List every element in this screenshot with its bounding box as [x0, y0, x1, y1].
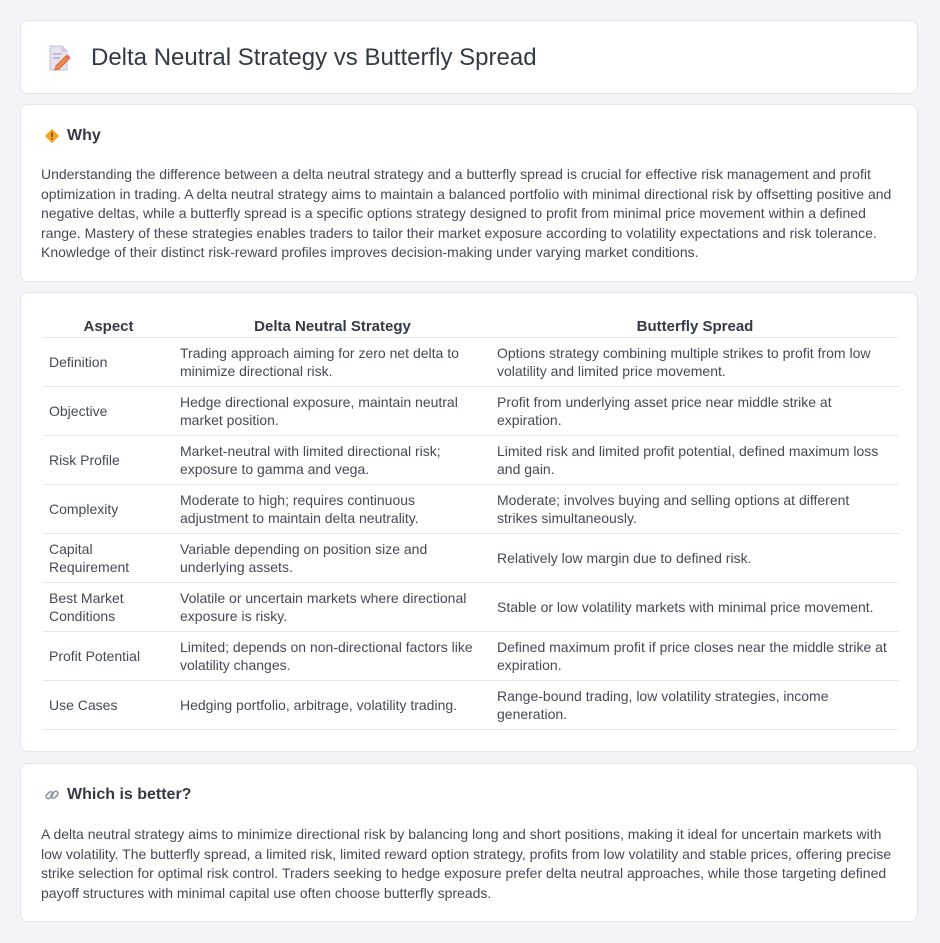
- header-butterfly: Butterfly Spread: [491, 315, 899, 338]
- butterfly-cell: Moderate; involves buying and selling options at different strikes simultaneously.: [491, 485, 899, 534]
- aspect-cell: Capital Requirement: [43, 534, 174, 583]
- title-card: [20, 20, 918, 94]
- better-heading: Which is better?: [67, 786, 192, 803]
- edit-document-icon: [47, 44, 71, 72]
- why-card: [20, 104, 918, 282]
- header-aspect: Aspect: [43, 315, 174, 338]
- table-row: [43, 387, 899, 436]
- delta-neutral-cell: Volatile or uncertain markets where directional exposure is risky.: [174, 583, 491, 632]
- butterfly-cell: Stable or low volatility markets with minimal price movement.: [491, 583, 899, 632]
- which-better-card: [20, 763, 918, 922]
- table-row: [43, 681, 899, 730]
- delta-neutral-cell: Market-neutral with limited directional risk; exposure to gamma and vega.: [174, 436, 491, 485]
- delta-neutral-cell: Trading approach aiming for zero net delta to minimize directional risk.: [174, 338, 491, 387]
- table-row: [43, 338, 899, 387]
- link-icon: [43, 786, 61, 804]
- butterfly-cell: Profit from underlying asset price near middle strike at expiration.: [491, 387, 899, 436]
- why-heading-row: [43, 127, 101, 145]
- delta-neutral-cell: Limited; depends on non-directional factors like volatility changes.: [174, 632, 491, 681]
- aspect-cell: Profit Potential: [43, 632, 174, 681]
- diamond-warning-icon: [43, 127, 61, 145]
- comparison-table: [43, 315, 899, 730]
- delta-neutral-cell: Hedge directional exposure, maintain neutral market position.: [174, 387, 491, 436]
- table-row: [43, 583, 899, 632]
- aspect-cell: Definition: [43, 338, 174, 387]
- butterfly-cell: Options strategy combining multiple strikes to profit from low volatility and limited price movement.: [491, 338, 899, 387]
- why-text: Understanding the difference between a delta neutral strategy and a butterfly spread is crucial for effective risk management and profit optimization in trading. A delta neutral strategy aims to maintain a balanced portfolio with minimal directional risk by offsetting positive and negative deltas, while a butterfly spread is a specific options strategy designed to profit from minimal price movement within a defined range. Mastery of these strategies enables traders to tailor their market exposure according to volatility expectations and risk tolerance. Knowledge of their distinct risk-reward profiles improves decision-making under varying market conditions.: [41, 166, 892, 260]
- header-delta-neutral: Delta Neutral Strategy: [174, 315, 491, 338]
- delta-neutral-cell: Variable depending on position size and underlying assets.: [174, 534, 491, 583]
- table-row: [43, 436, 899, 485]
- butterfly-cell: Defined maximum profit if price closes near the middle strike at expiration.: [491, 632, 899, 681]
- table-header-row: [43, 315, 899, 338]
- why-heading: Why: [67, 127, 101, 144]
- table-row: [43, 534, 899, 583]
- aspect-cell: Complexity: [43, 485, 174, 534]
- page-title: Delta Neutral Strategy vs Butterfly Spread: [91, 44, 537, 71]
- better-heading-row: [43, 786, 191, 804]
- comparison-card: [20, 292, 918, 752]
- better-text: A delta neutral strategy aims to minimize directional risk by balancing long and short positions, making it ideal for uncertain markets with low volatility. The butterfly spread, a limited risk, limited reward option strategy, profits from low volatility and stable prices, offering precise strike selection for optimal risk control. Traders seeking to hedge exposure prefer delta neutral approaches, while those targeting defined payoff structures with minimal capital use often choose butterfly spreads.: [41, 826, 892, 901]
- butterfly-cell: Relatively low margin due to defined risk.: [491, 534, 899, 583]
- aspect-cell: Use Cases: [43, 681, 174, 730]
- aspect-cell: Best Market Conditions: [43, 583, 174, 632]
- aspect-cell: Objective: [43, 387, 174, 436]
- title-row: [47, 43, 537, 73]
- delta-neutral-cell: Moderate to high; requires continuous adjustment to maintain delta neutrality.: [174, 485, 491, 534]
- butterfly-cell: Limited risk and limited profit potential, defined maximum loss and gain.: [491, 436, 899, 485]
- table-row: [43, 632, 899, 681]
- delta-neutral-cell: Hedging portfolio, arbitrage, volatility trading.: [174, 681, 491, 730]
- table-row: [43, 485, 899, 534]
- aspect-cell: Risk Profile: [43, 436, 174, 485]
- butterfly-cell: Range-bound trading, low volatility strategies, income generation.: [491, 681, 899, 730]
